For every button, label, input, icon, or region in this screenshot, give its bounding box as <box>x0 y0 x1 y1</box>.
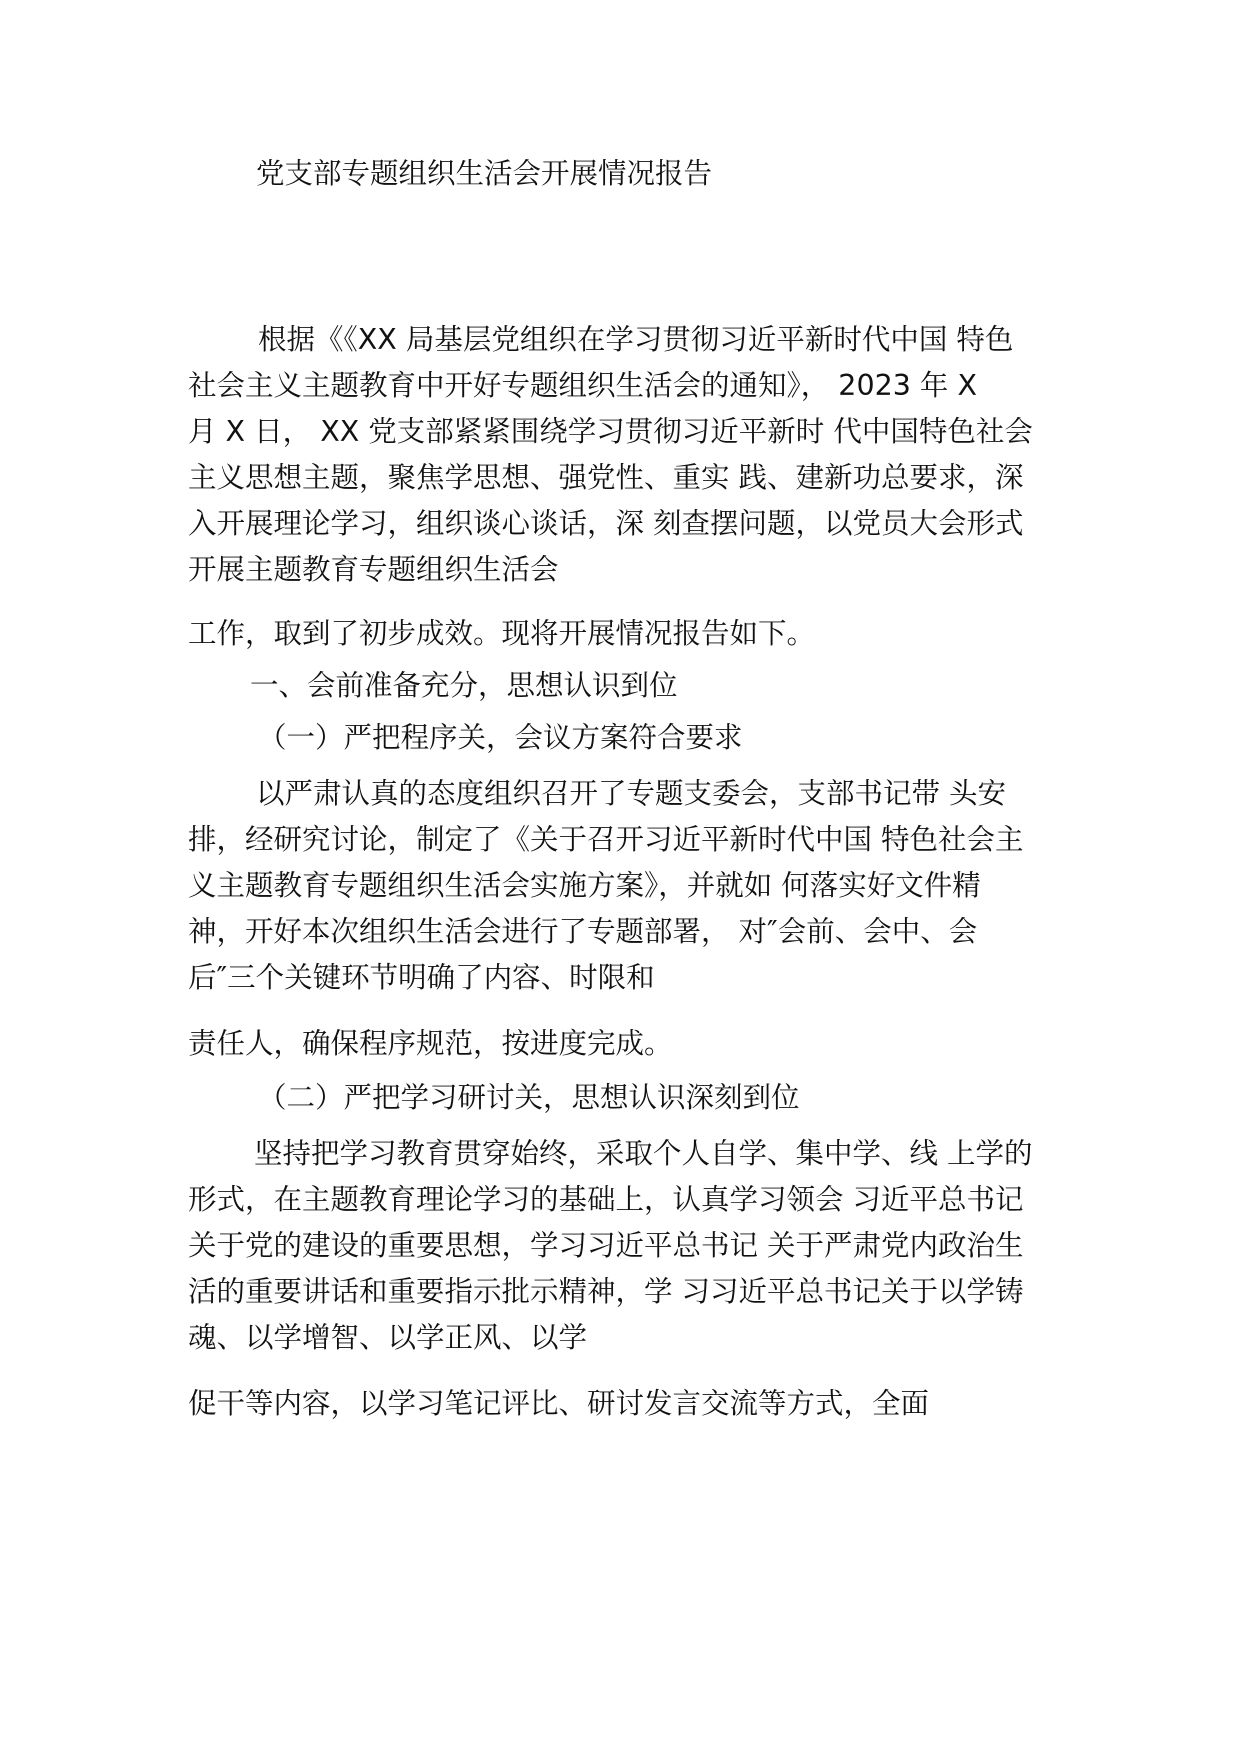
paragraph-line: 坚持把学习教育贯穿始终，采取个人自学、集中学、线 上学的 <box>254 1137 1033 1170</box>
paragraph-line: 排，经研究讨论，制定了《关于召开习近平新时代中国 特色社会主 <box>188 823 1024 856</box>
paragraph-line: 形式，在主题教育理论学习的基础上，认真学习领会 习近平总书记 <box>188 1183 1024 1216</box>
paragraph-line: 主义思想主题，聚焦学思想、强党性、重实 践、建新功总要求，深 <box>188 461 1024 494</box>
subsection-heading: （二）严把学习研讨关，思想认识深刻到位 <box>258 1081 800 1114</box>
section-heading: 一、会前准备充分，思想认识到位 <box>250 669 678 702</box>
paragraph-line: 责任人，确保程序规范，按进度完成。 <box>188 1027 673 1060</box>
paragraph-line: 魂、以学增智、以学正风、以学 <box>188 1321 588 1354</box>
paragraph-line: 促干等内容，以学习笔记评比、研讨发言交流等方式，全面 <box>188 1387 930 1420</box>
paragraph-line: 入开展理论学习，组织谈心谈话，深 刻查摆问题，以党员大会形式 <box>188 507 1024 540</box>
page-title: 党支部专题组织生活会开展情况报告 <box>256 157 713 190</box>
paragraph-line: 根据《《XX 局基层党组织在学习贯彻习近平新时代中国 特色 <box>258 323 1014 356</box>
paragraph-line: 关于党的建设的重要思想，学习习近平总书记 关于严肃党内政治生 <box>188 1229 1024 1262</box>
paragraph-line: 月 X 日， XX 党支部紧紧围绕学习贯彻习近平新时 代中国特色社会 <box>188 415 1033 448</box>
paragraph-line: 以严肃认真的态度组织召开了专题支委会，支部书记带 头安 <box>256 777 1007 810</box>
paragraph-line: 社会主义主题教育中开好专题组织生活会的通知》， 2023 年 X <box>188 369 977 402</box>
subsection-heading: （一）严把程序关，会议方案符合要求 <box>258 721 743 754</box>
paragraph-line: 活的重要讲话和重要指示批示精神，学 习习近平总书记关于以学铸 <box>188 1275 1024 1308</box>
paragraph-line: 后″三个关键环节明确了内容、时限和 <box>188 961 655 994</box>
paragraph-line: 工作，取到了初步成效。现将开展情况报告如下。 <box>188 617 816 650</box>
paragraph-line: 开展主题教育专题组织生活会 <box>188 553 559 586</box>
paragraph-line: 神，开好本次组织生活会进行了专题部署， 对″会前、会中、会 <box>188 915 978 948</box>
paragraph-line: 义主题教育专题组织生活会实施方案》，并就如 何落实好文件精 <box>188 869 981 902</box>
